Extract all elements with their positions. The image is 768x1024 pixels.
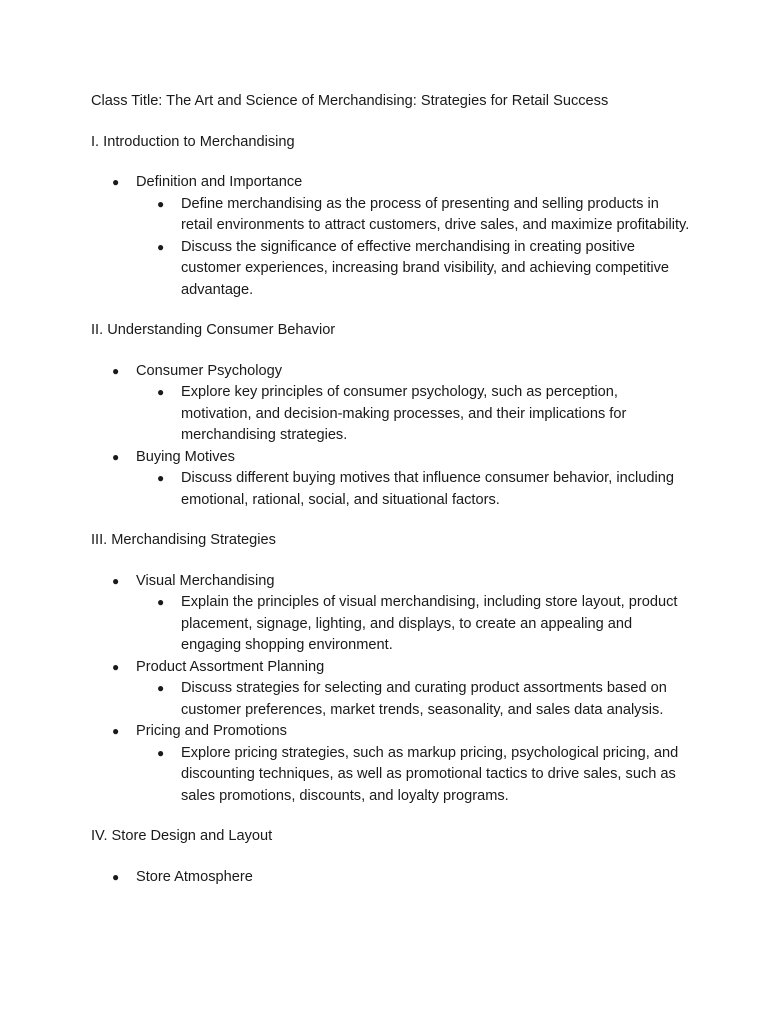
- subtopic-list: [136, 678, 691, 721]
- list-item: [136, 382, 691, 447]
- bullet-icon: ●: [157, 471, 165, 485]
- bullet-icon: ●: [112, 175, 120, 189]
- bullet-icon: ●: [112, 869, 120, 884]
- subtopic-list: [136, 743, 691, 808]
- topic-label: Product Assortment Planning: [136, 658, 325, 675]
- list-item: [91, 721, 691, 807]
- subtopic-text: Explore pricing strategies, such as markup pricing, psychological pricing, and discounting techniques, as well as promotional tactics to drive sales, such as sales promotions, discounts, and loyalty programs.: [181, 744, 679, 804]
- list-item: [136, 743, 691, 808]
- section-store-design: [91, 826, 691, 888]
- bullet-icon: ●: [112, 659, 120, 674]
- subtopic-list: [136, 468, 691, 511]
- topic-list: [91, 571, 691, 808]
- topic-label: Store Atmosphere: [136, 868, 253, 885]
- bullet-icon: ●: [157, 196, 165, 211]
- list-item: [91, 447, 691, 512]
- list-item: [91, 571, 691, 657]
- section-heading: IV. Store Design and Layout: [91, 828, 273, 844]
- list-item: [136, 237, 691, 302]
- bullet-icon: ●: [112, 363, 120, 378]
- subtopic-list: [136, 382, 691, 447]
- subtopic-text: Define merchandising as the process of presenting and selling products in retail environments to attract customers, drive sales, and maximize profitability.: [181, 195, 690, 233]
- subtopic-text: Discuss the significance of effective merchandising in creating positive customer experiences, increasing brand visibility, and achieving competitive advantage.: [181, 238, 670, 298]
- bullet-icon: ●: [157, 681, 165, 695]
- list-item: [91, 361, 691, 447]
- section-heading: II. Understanding Consumer Behavior: [91, 322, 336, 338]
- bullet-icon: ●: [157, 385, 165, 399]
- section-heading: I. Introduction to Merchandising: [91, 133, 295, 150]
- bullet-icon: ●: [112, 449, 120, 464]
- list-item: [136, 468, 691, 511]
- list-item: [91, 657, 691, 722]
- document-page: [91, 91, 691, 907]
- list-item: [136, 194, 691, 237]
- topic-list: [91, 172, 691, 301]
- section-merchandising-strategies: [91, 530, 691, 807]
- bullet-icon: ●: [157, 595, 165, 609]
- list-item: [136, 678, 691, 721]
- list-item: [91, 172, 691, 301]
- list-item: [136, 592, 691, 657]
- subtopic-text: Discuss strategies for selecting and curating product assortments based on customer preferences, market trends, seasonality, and sales data analysis.: [181, 680, 667, 718]
- bullet-icon: ●: [157, 745, 165, 760]
- section-introduction: [91, 132, 691, 302]
- list-item: [91, 867, 691, 889]
- bullet-icon: ●: [112, 573, 120, 588]
- topic-label: Definition and Importance: [136, 174, 303, 190]
- bullet-icon: ●: [157, 239, 165, 254]
- topic-list: [91, 867, 691, 889]
- subtopic-list: [136, 194, 691, 302]
- subtopic-list: [136, 592, 691, 657]
- topic-list: [91, 361, 691, 512]
- topic-label: Pricing and Promotions: [136, 723, 287, 739]
- topic-label: Visual Merchandising: [136, 572, 275, 589]
- bullet-icon: ●: [112, 724, 120, 738]
- section-consumer-behavior: [91, 320, 691, 511]
- subtopic-text: Discuss different buying motives that influence consumer behavior, including emotional, rational, social, and situational factors.: [181, 470, 674, 508]
- section-heading: III. Merchandising Strategies: [91, 532, 276, 548]
- subtopic-text: Explore key principles of consumer psychology, such as perception, motivation, and decision-making processes, and their implications for merchandising strategies.: [181, 384, 627, 443]
- topic-label: Buying Motives: [136, 448, 235, 465]
- class-title: Class Title: The Art and Science of Merchandising: Strategies for Retail Success: [91, 93, 609, 109]
- topic-label: Consumer Psychology: [136, 362, 283, 379]
- subtopic-text: Explain the principles of visual merchandising, including store layout, product placement, signage, lighting, and displays, to create an appealing and engaging shopping environment.: [181, 594, 678, 653]
